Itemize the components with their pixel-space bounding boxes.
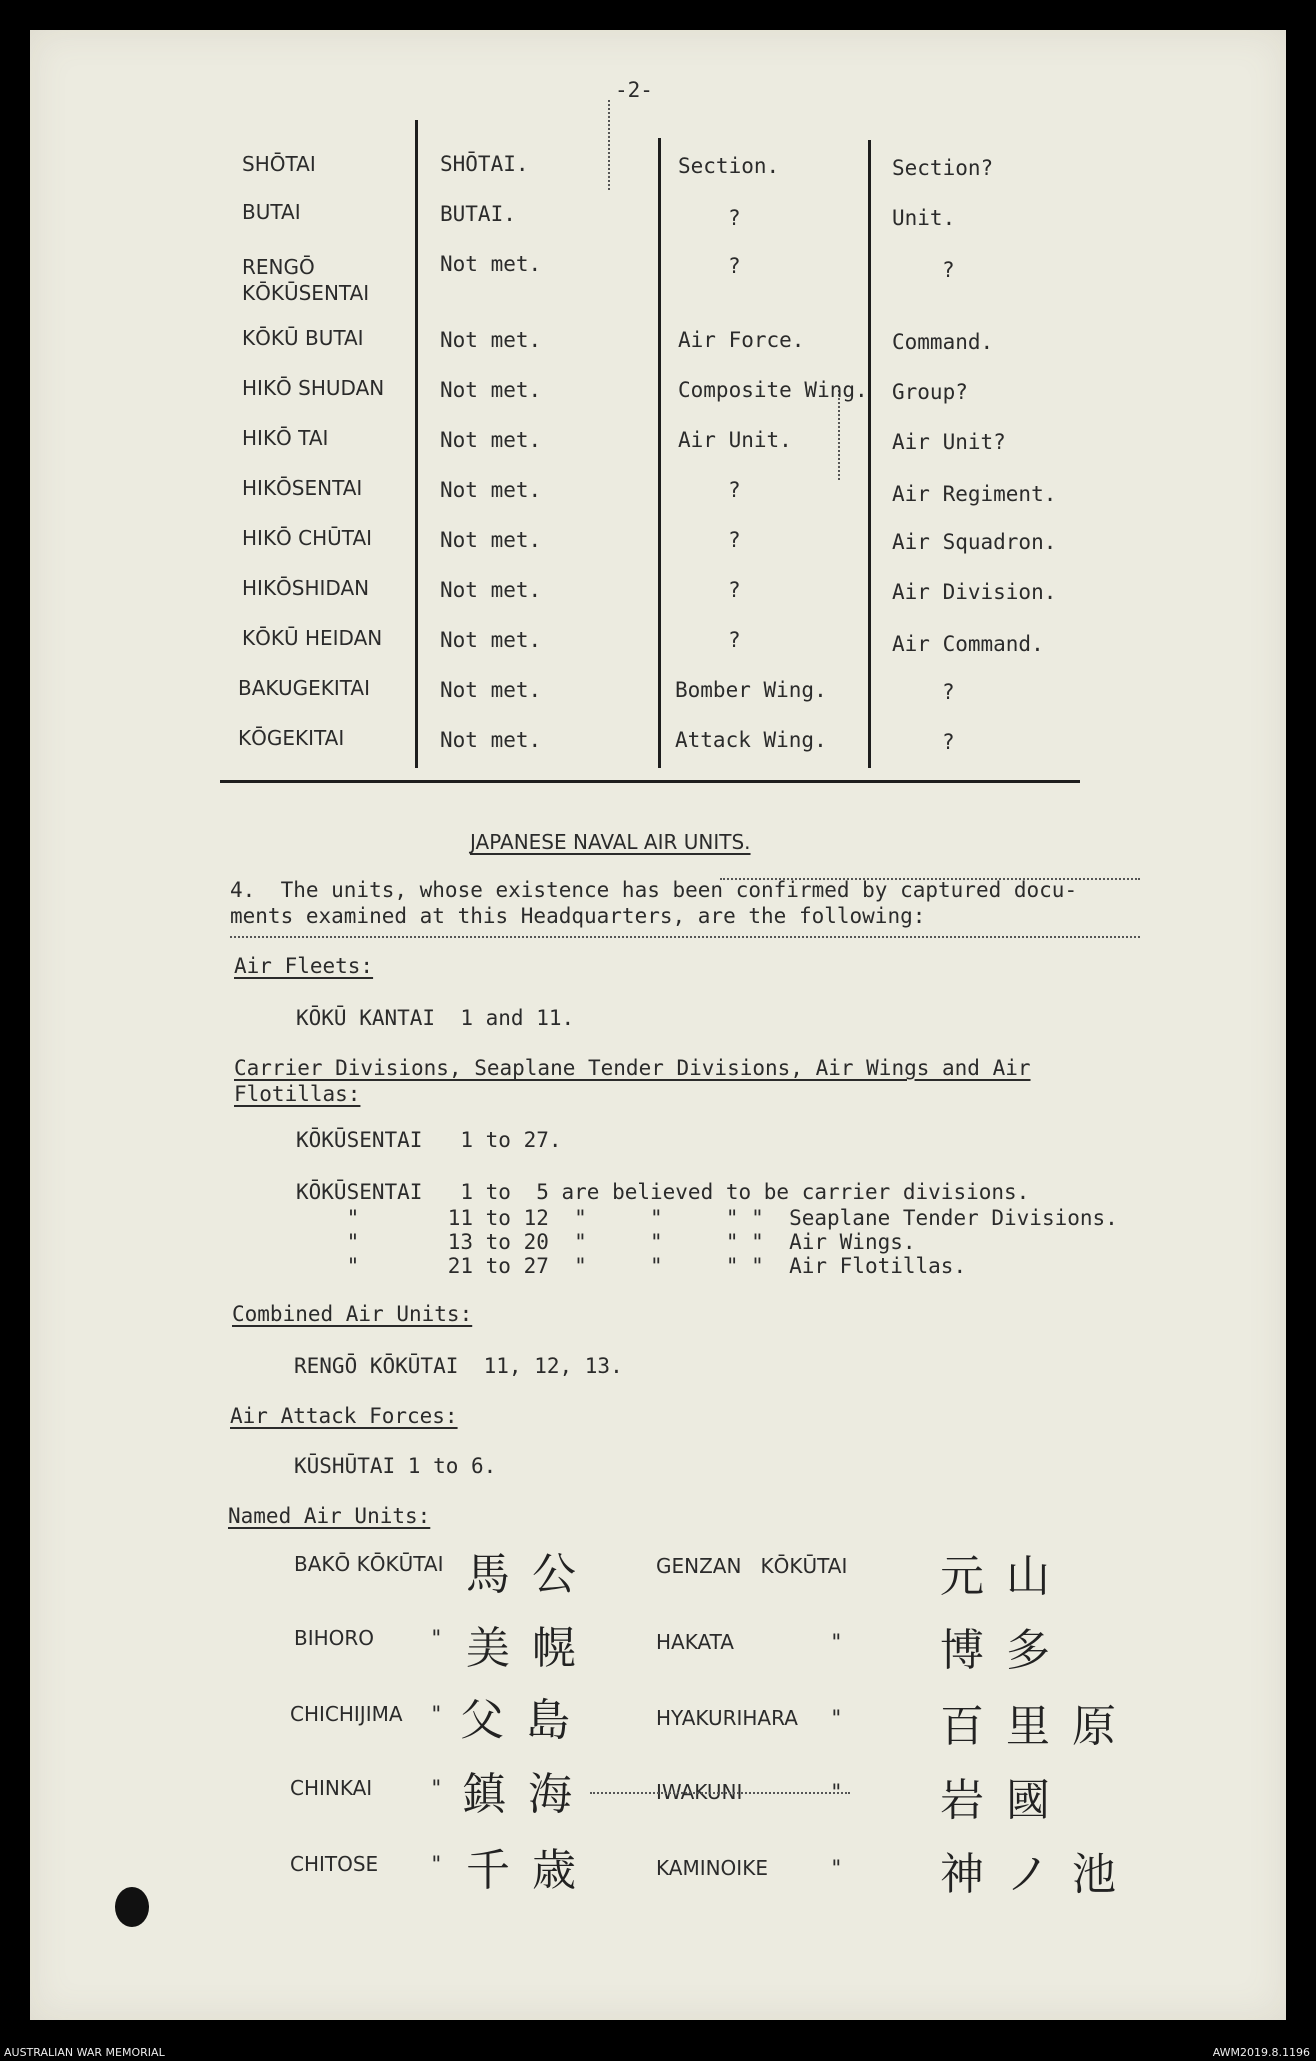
attack-text: KŪSHŪTAI 1 to 6.	[294, 1454, 497, 1478]
carrier-detail-line: " 13 to 20 " " " " Air Wings.	[296, 1230, 916, 1254]
rank-american: Air Squadron.	[892, 530, 1057, 554]
rank-british: Air Force.	[678, 328, 805, 352]
document-page	[30, 30, 1286, 2020]
carrier-detail-line: " 21 to 27 " " " " Air Flotillas.	[296, 1254, 967, 1278]
unit-kanji: 博多	[940, 1625, 1072, 1676]
unit-name: KAMINOIKE	[656, 1856, 768, 1880]
footer-source: AUSTRALIAN WAR MEMORIAL	[4, 2046, 165, 2059]
table-rule-3	[868, 140, 871, 768]
ditto-mark: "	[830, 1856, 843, 1880]
rank-american: Group?	[892, 380, 968, 404]
air-fleets-text: KŌKŪ KANTAI 1 and 11.	[296, 1006, 575, 1030]
rank-jp: SHŌTAI	[242, 152, 316, 176]
center-fold-mark	[608, 100, 610, 190]
rank-jp: BAKUGEKITAI	[238, 676, 371, 700]
air-fleets-heading: Air Fleets:	[234, 954, 374, 978]
rank-usage: Not met.	[440, 478, 542, 502]
rank-british: ?	[728, 528, 741, 552]
ditto-mark: "	[430, 1626, 443, 1650]
rank-usage: Not met.	[440, 628, 542, 652]
rank-jp: HIKŌSENTAI	[242, 476, 363, 500]
rank-usage: Not met.	[440, 252, 542, 276]
carrier-detail-line: " 11 to 12 " " " " Seaplane Tender Divisions.	[296, 1206, 1118, 1230]
table-bottom-rule	[220, 780, 1080, 783]
rank-usage: Not met.	[440, 328, 542, 352]
rank-usage: SHŌTAI.	[440, 152, 529, 176]
paragraph-4-line-2: ments examined at this Headquarters, are the following:	[230, 904, 926, 928]
rank-british: Section.	[678, 154, 780, 178]
rank-jp: KŌGEKITAI	[238, 726, 345, 750]
carrier-detail-line: KŌKŪSENTAI 1 to 5 are believed to be carrier divisions.	[296, 1180, 1030, 1204]
rank-jp: KŌKŪ HEIDAN	[242, 626, 383, 650]
footer-accession: AWM2019.8.1196	[1212, 2046, 1310, 2059]
rank-british: ?	[728, 578, 741, 602]
attack-heading: Air Attack Forces:	[230, 1404, 458, 1428]
ditto-mark: "	[830, 1630, 843, 1654]
unit-kanji: 元山	[940, 1551, 1072, 1602]
unit-kanji: 神ノ池	[940, 1849, 1138, 1900]
ditto-mark: "	[430, 1852, 443, 1876]
table-rule-2	[658, 138, 661, 768]
rank-jp: BUTAI	[242, 200, 301, 224]
ditto-mark: "	[430, 1702, 443, 1726]
rank-british: Composite Wing.	[678, 378, 868, 402]
rank-usage: Not met.	[440, 378, 542, 402]
rank-jp: HIKŌ TAI	[242, 426, 329, 450]
rank-usage: BUTAI.	[440, 202, 516, 226]
unit-kanji: 馬公	[466, 1549, 598, 1600]
rank-american: Air Division.	[892, 580, 1057, 604]
rank-british: ?	[728, 254, 741, 278]
unit-kanji: 百里原	[940, 1701, 1138, 1752]
combined-heading: Combined Air Units:	[232, 1302, 473, 1326]
rank-american: Air Unit?	[892, 430, 1006, 454]
rank-american: ?	[942, 258, 955, 282]
unit-name: GENZAN KŌKŪTAI	[656, 1554, 848, 1578]
unit-name: HYAKURIHARA	[656, 1706, 798, 1730]
combined-text: RENGŌ KŌKŪTAI 11, 12, 13.	[294, 1354, 623, 1378]
center-fold-mark	[838, 390, 840, 480]
rank-usage: Not met.	[440, 428, 542, 452]
rank-british: Attack Wing.	[675, 728, 827, 752]
rank-british: ?	[728, 628, 741, 652]
unit-kanji: 美幌	[466, 1623, 598, 1674]
rank-jp: KŌKŪ BUTAI	[242, 326, 364, 350]
unit-name: BAKŌ KŌKŪTAI	[294, 1552, 444, 1576]
rank-american: ?	[942, 680, 955, 704]
rank-american: Section?	[892, 156, 994, 180]
dotted-line	[720, 878, 1140, 880]
paragraph-4-line-1: 4. The units, whose existence has been confirmed by captured docu-	[230, 878, 1078, 902]
table-rule-1	[415, 120, 418, 768]
rank-jp: HIKŌSHIDAN	[242, 576, 370, 600]
named-heading: Named Air Units:	[228, 1504, 431, 1528]
ditto-mark: "	[830, 1706, 843, 1730]
carrier-text: KŌKŪSENTAI 1 to 27.	[296, 1128, 562, 1152]
ditto-mark: "	[430, 1776, 443, 1800]
rank-jp: HIKŌ CHŪTAI	[242, 526, 373, 550]
rank-usage: Not met.	[440, 578, 542, 602]
unit-kanji: 父島	[460, 1695, 592, 1746]
unit-name: CHINKAI	[290, 1776, 373, 1800]
rank-american: Air Command.	[892, 632, 1044, 656]
rank-british: Air Unit.	[678, 428, 792, 452]
rank-american: Unit.	[892, 206, 956, 230]
dotted-line	[590, 1792, 850, 1794]
page-number: -2-	[615, 78, 653, 102]
rank-american: ?	[942, 730, 955, 754]
section-title: JAPANESE NAVAL AIR UNITS.	[470, 830, 751, 854]
ink-blot	[115, 1887, 149, 1927]
rank-usage: Not met.	[440, 728, 542, 752]
rank-usage: Not met.	[440, 528, 542, 552]
rank-american: Air Regiment.	[892, 482, 1057, 506]
carrier-heading-line-1: Carrier Divisions, Seaplane Tender Divisions, Air Wings and Air	[234, 1056, 1031, 1080]
dotted-line	[230, 936, 1140, 938]
rank-british: Bomber Wing.	[675, 678, 827, 702]
carrier-heading-line-2: Flotillas:	[234, 1082, 361, 1106]
rank-british: ?	[728, 206, 741, 230]
unit-name: HAKATA	[656, 1630, 734, 1654]
unit-kanji: 鎮海	[462, 1769, 594, 1820]
rank-usage: Not met.	[440, 678, 542, 702]
rank-british: ?	[728, 478, 741, 502]
rank-american: Command.	[892, 330, 994, 354]
unit-name: CHICHIJIMA	[290, 1702, 403, 1726]
unit-kanji: 岩國	[940, 1775, 1072, 1826]
unit-name: CHITOSE	[290, 1852, 379, 1876]
rank-jp: HIKŌ SHUDAN	[242, 376, 385, 400]
unit-name: BIHORO	[294, 1626, 375, 1650]
unit-kanji: 千歳	[466, 1845, 598, 1896]
ditto-mark: "	[830, 1780, 843, 1804]
unit-name: IWAKUNI	[656, 1780, 743, 1804]
rank-jp: RENGŌ KŌKŪSENTAI	[242, 255, 370, 305]
